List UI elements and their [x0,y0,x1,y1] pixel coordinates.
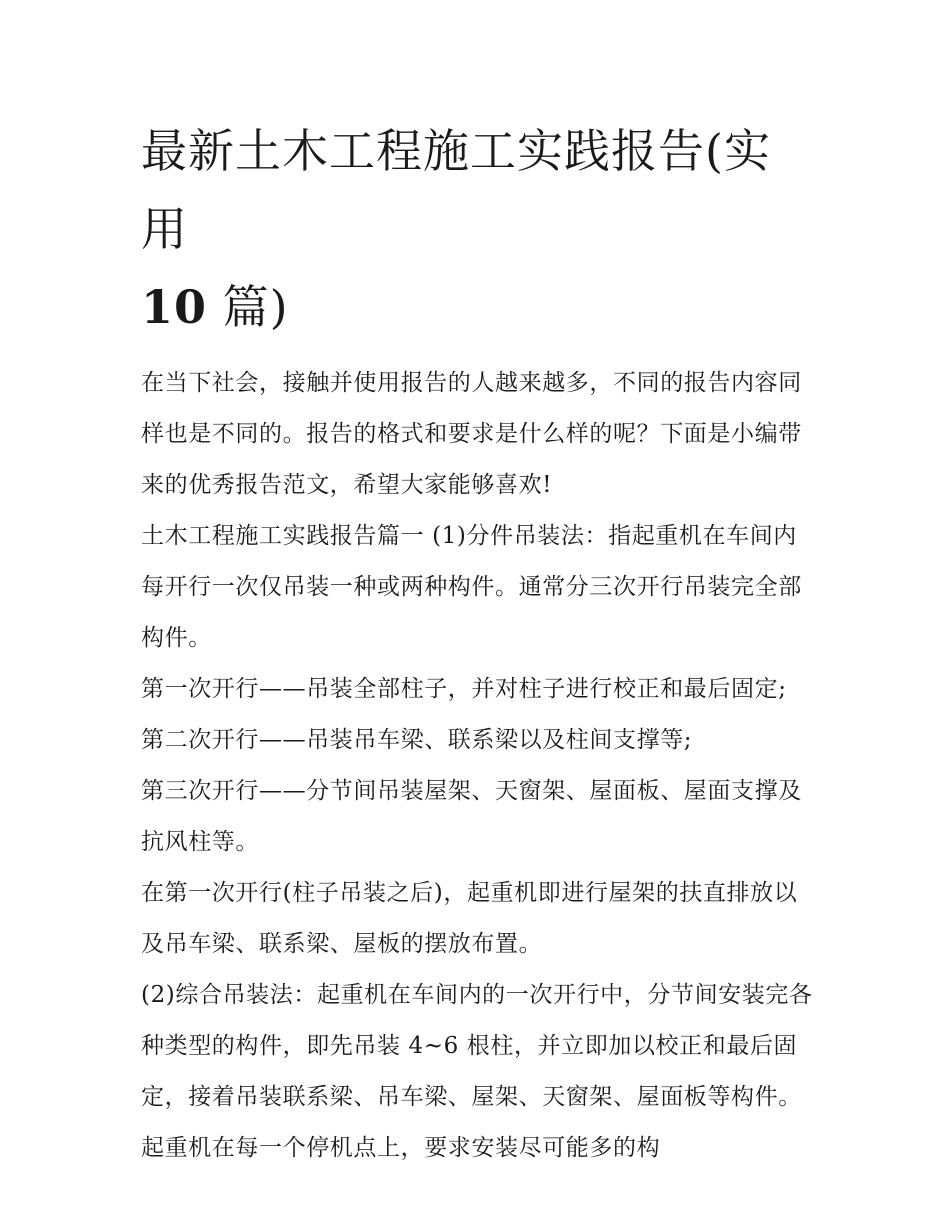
document-page [141,112,813,1174]
title-text-part1: 最新土木工程施工实践报告(实用 [141,124,771,256]
first-pass-note-paragraph: 在第一次开行(柱子吊装之后)，起重机即进行屋架的扶直排放以及吊车梁、联系梁、屋板的摆放布置。 [141,880,798,957]
intro-paragraph: 在当下社会，接触并使用报告的人越来越多，不同的报告内容同样也是不同的。报告的格式和要求是什么样的呢？下面是小编带来的优秀报告范文，希望大家能够喜欢! [141,370,802,498]
document-title [141,112,813,346]
combined-method-paragraph: (2)综合吊装法：起重机在车间内的一次开行中，分节间安装完各种类型的构件，即先吊装 4~6 根柱，并立即加以校正和最后固定，接着吊装联系梁、吊车梁、屋架、天窗架、屋面板等构件。起重机在每一个停机点上，要求安装尽可能多的构 [141,982,813,1161]
title-number: 10 [141,280,208,334]
title-text-part2: 篇) [222,280,289,334]
section-one-paragraph: 土木工程施工实践报告篇一 (1)分件吊装法：指起重机在车间内每开行一次仅吊装一种或两种构件。通常分三次开行吊装完全部构件。 [141,523,802,651]
third-pass-paragraph: 第三次开行——分节间吊装屋架、天窗架、屋面板、屋面支撑及抗风柱等。 [141,778,802,855]
first-second-pass-paragraph: 第一次开行——吊装全部柱子，并对柱子进行校正和最后固定; 第二次开行——吊装吊车梁、联系梁以及柱间支撑等; [141,676,787,753]
